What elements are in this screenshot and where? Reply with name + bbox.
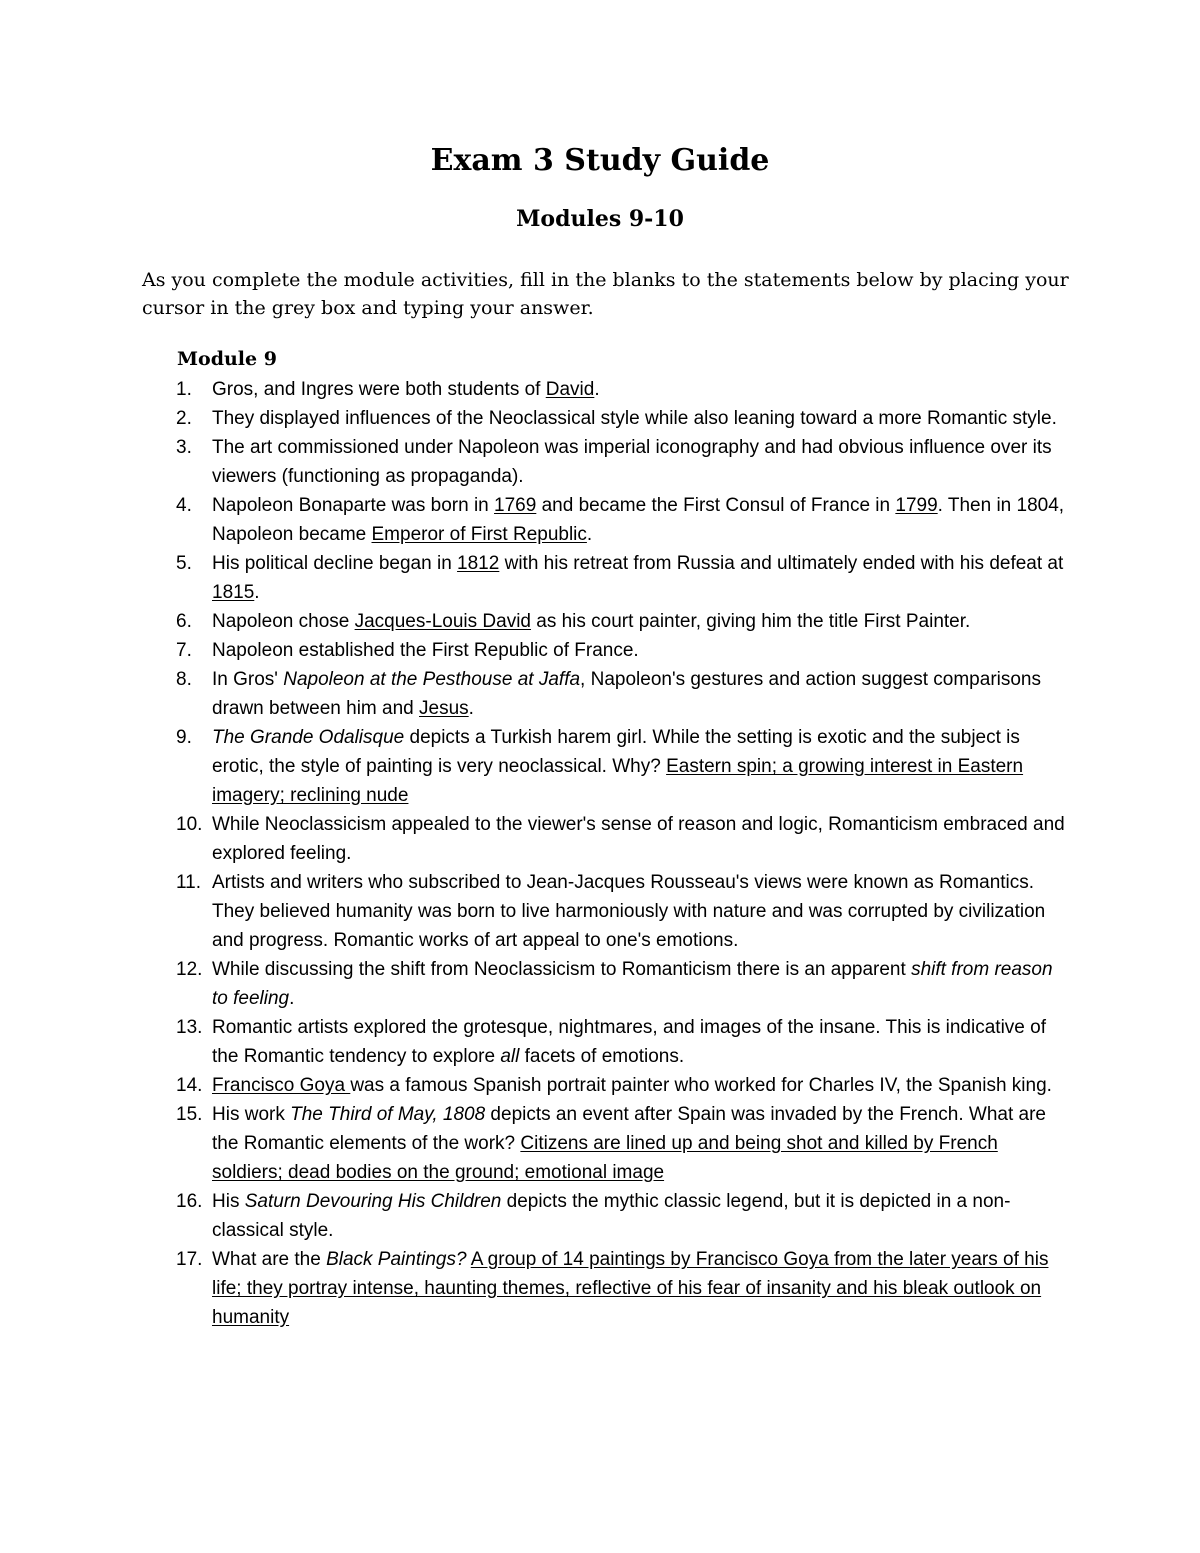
question-item (176, 1187, 1072, 1245)
answer-blank[interactable]: Jesus (419, 698, 469, 719)
question-text: was a famous Spanish portrait painter who worked for Charles IV, the Spanish king. (350, 1075, 1052, 1096)
question-text: They displayed influences of the Neoclassical style while also leaning toward a more Romantic style. (212, 408, 1057, 429)
question-number: 13. (176, 1017, 203, 1038)
question-text: In Gros' (212, 669, 284, 690)
italic-title: The Third of May, 1808 (290, 1104, 486, 1125)
question-number: 4. (176, 495, 192, 516)
answer-blank[interactable]: Citizens are lined up and being shot and killed by French soldiers; dead bodies on the ground; emotional image (212, 1133, 998, 1183)
question-text: . (586, 524, 593, 545)
question-item (176, 433, 1072, 491)
question-number: 3. (176, 437, 192, 458)
question-text: While discussing the shift from Neoclassicism to Romanticism there is an apparent (212, 959, 912, 980)
answer-blank[interactable]: 1769 (494, 495, 537, 516)
italic-title: Napoleon at the Pesthouse at Jaffa (283, 669, 581, 690)
question-text: The art commissioned under Napoleon was imperial iconography and had obvious influence over its viewers (functioning as propaganda). (212, 437, 1052, 487)
question-item (176, 607, 1072, 636)
italic-title: Black Paintings? (326, 1249, 467, 1270)
question-item (176, 1100, 1072, 1187)
question-text: Napoleon chose (212, 611, 355, 632)
question-text: , Napoleon's gestures and action suggest comparisons drawn between him and (212, 669, 1042, 719)
question-number: 15. (176, 1104, 203, 1125)
answer-blank[interactable]: Francisco Goya (212, 1075, 351, 1096)
question-text: Romantic artists explored the grotesque, nightmares, and images of the insane. This is indicative of the Romantic tendency to explore (212, 1017, 1046, 1067)
question-text: depicts an event after Spain was invaded by the French. What are the Romantic elements of the work? (212, 1104, 1046, 1154)
question-text: His political decline began in (212, 553, 458, 574)
answer-blank[interactable]: Eastern spin; a growing interest in Eastern imagery; reclining nude (212, 756, 1024, 806)
question-number: 11. (176, 872, 202, 893)
answer-blank[interactable]: David (545, 379, 595, 400)
question-number: 2. (176, 408, 192, 429)
question-number: 9. (176, 727, 192, 748)
document-title: Exam 3 Study Guide (430, 143, 770, 178)
question-text: While Neoclassicism appealed to the viewer's sense of reason and logic, Romanticism embraced and explored feeling. (212, 814, 1065, 864)
question-item (176, 665, 1072, 723)
question-text: Gros, and Ingres were both students of (212, 379, 546, 400)
question-item (176, 955, 1072, 1013)
question-number: 1. (176, 379, 192, 400)
question-text: . (289, 988, 295, 1009)
answer-blank[interactable]: A group of 14 paintings by Francisco Goya from the later years of his life; they portray intense, haunting themes, reflective of his fear of insanity and his bleak outlook on humanity (212, 1249, 1049, 1328)
answer-blank[interactable]: 1799 (895, 495, 938, 516)
question-item (176, 404, 1072, 433)
instructions-paragraph: As you complete the module activities, fill in the blanks to the statements below by placing your cursor in the grey box and typing your answer. (142, 269, 1069, 319)
answer-blank[interactable]: Emperor of First Republic (371, 524, 587, 545)
italic-title: shift from reason to feeling (212, 959, 1053, 1009)
question-text: as his court painter, giving him the title First Painter. (530, 611, 971, 632)
italic-title: Saturn Devouring His Children (244, 1191, 502, 1212)
question-number: 10. (176, 814, 203, 835)
question-item (176, 375, 1072, 404)
question-number: 16. (176, 1191, 203, 1212)
question-item (176, 810, 1072, 868)
question-text: His work (212, 1104, 291, 1125)
question-number: 5. (176, 553, 192, 574)
question-text: Napoleon established the First Republic of France. (212, 640, 639, 661)
question-number: 7. (176, 640, 192, 661)
question-number: 8. (176, 669, 192, 690)
question-item (176, 1071, 1072, 1100)
question-item (176, 723, 1072, 810)
question-text: with his retreat from Russia and ultimately ended with his defeat at (499, 553, 1064, 574)
answer-blank[interactable]: 1815 (212, 582, 255, 603)
question-list (176, 375, 1072, 1332)
italic-title: all (500, 1046, 520, 1067)
question-text: depicts the mythic classic legend, but it is depicted in a non-classical style. (212, 1191, 1011, 1241)
question-number: 17. (176, 1249, 203, 1270)
question-number: 6. (176, 611, 192, 632)
question-text: depicts a Turkish harem girl. While the setting is exotic and the subject is erotic, the style of painting is very neoclassical. Why? (212, 727, 1020, 777)
question-text: . Then in 1804, Napoleon became (212, 495, 1065, 545)
question-text: facets of emotions. (519, 1046, 685, 1067)
question-number: 14. (176, 1075, 203, 1096)
question-item (176, 868, 1072, 955)
italic-title: The Grande Odalisque (212, 727, 405, 748)
module-heading: Module 9 (177, 348, 277, 370)
answer-blank[interactable]: Jacques-Louis David (354, 611, 531, 632)
question-text: His (212, 1191, 245, 1212)
question-item (176, 636, 1072, 665)
question-text: Artists and writers who subscribed to Jean-Jacques Rousseau's views were known as Romantics. They believed humanity was born to live harmoniously with nature and was corrupted by civilization and progress. Romantic works of art appeal to one's emotions. (212, 872, 1046, 951)
document-subtitle: Modules 9-10 (516, 206, 684, 232)
answer-blank[interactable]: 1812 (457, 553, 500, 574)
question-text: . (594, 379, 600, 400)
question-text: . (254, 582, 260, 603)
question-text: . (468, 698, 474, 719)
question-item (176, 491, 1072, 549)
question-item (176, 549, 1072, 607)
question-item (176, 1245, 1072, 1332)
question-text: and became the First Consul of France in (536, 495, 896, 516)
question-text: What are the (212, 1249, 327, 1270)
question-text: Napoleon Bonaparte was born in (212, 495, 495, 516)
question-item (176, 1013, 1072, 1071)
question-number: 12. (176, 959, 203, 980)
